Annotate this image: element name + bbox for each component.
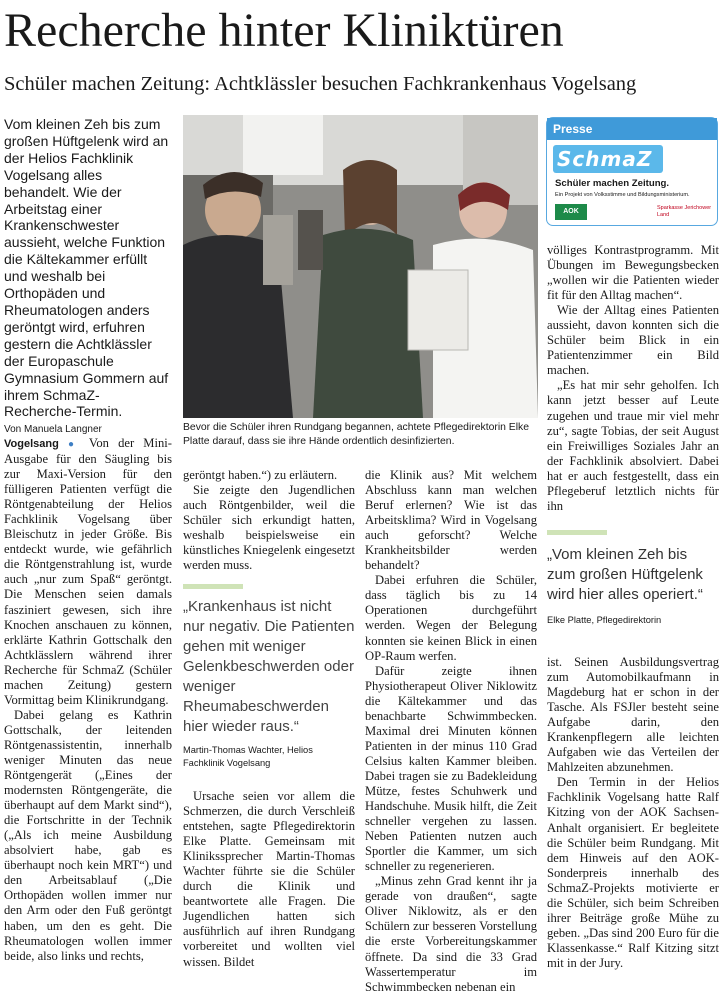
schmaz-logo bbox=[553, 145, 663, 173]
paragraph: Dabei erfuhren die Schüler, dass täglich bis zu 14 Operationen durchgeführt werden. Wegen der Belegung konnten sie keinen Blick in einen OP-Raum werfen. bbox=[365, 573, 537, 663]
pull-quote: „Vom kleinen Zeh bis zum großen Hüftgelenk wird hier alles operiert.“ bbox=[547, 546, 703, 603]
schmaz-subline: Ein Projekt von Volksstimme und Bildungsministerium. bbox=[555, 192, 690, 198]
article-column-4b bbox=[547, 655, 719, 971]
article-column-3 bbox=[365, 468, 537, 995]
presse-label: Presse bbox=[547, 118, 717, 140]
schmaz-tagline: Schüler machen Zeitung. bbox=[555, 178, 670, 189]
paragraph: Wie der Alltag eines Patienten aussieht, davon konnten sich die Schüler beim Blick in ein Patientenzimmer ein Bild machen. bbox=[547, 303, 719, 378]
headline: Recherche hinter Kliniktüren bbox=[4, 4, 564, 57]
photo-illustration bbox=[183, 115, 538, 418]
schmaz-logo-text: SchmaZ bbox=[557, 147, 653, 171]
article-photo bbox=[183, 115, 538, 418]
paragraph: Sie zeigte den Jugendlichen auch Röntgenbilder, weil die Schüler sich erkundigt hatten, weshalb beispielsweise ein künstliches Kniegelenk eingesetzt werden muss. bbox=[183, 483, 355, 573]
pull-quote-source: Martin-Thomas Wachter, Helios Fachklinik Vogelsang bbox=[183, 745, 313, 768]
lead-paragraph: Vom kleinen Zeh bis zum großen Hüftgelenk wird an der Helios Fachklinik Vogelsang alles behandelt. Wie der Arbeitstag einer Krankenschwester aussieht, welche Funktion die Kältekammer erfüllt und weshalb bei Orthopäden und Rheumatologen anders geröntgt wird, erfuhren gestern die Achtklässler der Europaschule Gymnasium Gommern auf ihrem SchmaZ-Recherche-Termin. bbox=[4, 116, 169, 420]
pull-quote: „Krankenhaus ist nicht nur negativ. Die Patienten gehen mit weniger Gelenkbeschwerden oder weniger Rheumabeschwerden hier wieder raus.“ bbox=[183, 598, 355, 735]
paragraph-text: Von der Mini-Ausgabe für den Säugling bis zur Maxi-Version für den fülligeren Patienten verfügt die Röntgenabteilung der Helios Fachklinik Vogelsang über Bleischutz in jeder Größe. Bis entdeckt wurde, wie gefährlich die Röntgenstrahlung ist, wurde auch „nur zum Spaß“ geröntgt. Die Menschen seien damals fasziniert gewesen, sich ihre Knochen anschauen zu können, erklärte Kathrin Gottschalk den Achtklässlern während ihrer Recherche für SchmaZ (Schüler machen Zeitung) gestern Vormittag beim Klinikrundgang. bbox=[4, 436, 172, 707]
paragraph: „Minus zehn Grad kennt ihr ja gerade von draußen“, sagte Oliver Niklowitz, als er den Schülern zur besseren Vorstellung die erste Vorbereitungskammer öffnete. Da sind die 33 Grad Wassertemperatur im Schwimmbecken nebenan ein bbox=[365, 874, 537, 994]
schmaz-box bbox=[546, 117, 718, 226]
dateline-place: Vogelsang bbox=[4, 438, 59, 450]
article-column-2a bbox=[183, 468, 355, 573]
article-column-2b bbox=[183, 789, 355, 970]
quote-divider bbox=[547, 530, 607, 535]
byline: Von Manuela Langner bbox=[4, 424, 102, 435]
paragraph: Dafür zeigte ihnen Physiotherapeut Oliver Niklowitz die Kältekammer und das benachbarte Schwimmbecken. Maximal drei Minuten können Patienten in der minus 110 Grad Celsius kalten Kammer bleiben. Dabei tragen sie zu Badekleidung Mütze, festes Schuhwerk und Handschuhe. Musik hilft, die Zeit schneller vergehen zu lassen. Neben Patienten nutzen auch Sportler die Kammer, um sich schneller zu regenerieren. bbox=[365, 663, 537, 874]
paragraph: geröntgt haben.“) zu erläutern. bbox=[183, 468, 338, 482]
bullet-icon: ● bbox=[67, 439, 80, 450]
aok-logo: AOK bbox=[555, 204, 587, 220]
paragraph: ist. Seinen Ausbildungsvertrag zum Automobilkaufmann in Magdeburg hat er schon in der Tasche. Als FSJler besteht seine Aufgabe darin, den Krankenpflegern alle leichten Aufgaben wie das Verteilen der Mahlzeiten abzunehmen. bbox=[547, 655, 719, 775]
subheadline: Schüler machen Zeitung: Achtklässler besuchen Fachkrankenhaus Vogelsang bbox=[4, 73, 637, 95]
paragraph: Ursache seien vor allem die Schmerzen, die durch Verschleiß entstehen, sagte Pflegedirektorin Elke Platte. Gemeinsam mit Klinikssprecher Martin-Thomas Wachter führte sie die Schüler durch die Klinik und beantwortete alle Fragen. Die Jugendlichen hatten sich ausführlich auf ihren Rundgang vorbereitet und wollten viel wissen. Bildet bbox=[183, 789, 355, 969]
article-column-1 bbox=[4, 423, 172, 964]
paragraph: völliges Kontrastprogramm. Mit Übungen im Bewegungsbecken „wollen wir die Patienten wieder fit für den Alltag machen“. bbox=[547, 243, 719, 303]
pull-quote-source: Elke Platte, Pflegedirektorin bbox=[547, 615, 662, 625]
paragraph bbox=[4, 436, 172, 708]
paragraph: „Es hat mir sehr geholfen. Ich kann jetzt besser auf Leute zugehen und traue mir viel mehr zu“, sagte Tobias, der seit August ein Freiwilliges Soziales Jahr an der Fachklinik absolviert. Dabei hat er auch festgestellt, dass ein Pflegeberuf letztlich nichts für ihn bbox=[547, 378, 719, 513]
article-column-4a bbox=[547, 243, 719, 514]
quote-divider bbox=[183, 584, 243, 589]
sparkasse-logo: Sparkasse Jerichower Land bbox=[657, 205, 712, 218]
photo-caption: Bevor die Schüler ihren Rundgang begannen, achtete Pflegedirektorin Elke Platte darauf, dass sie ihre Hände ordentlich desinfizierten. bbox=[183, 422, 530, 447]
paragraph: die Klinik aus? Mit welchem Abschluss kann man welchen Beruf erlernen? Wie ist das Arbeitsklima? Wird in Vogelsang auch geforscht? Welche Krankheitsbilder werden behandelt? bbox=[365, 468, 537, 573]
paragraph: Den Termin in der Helios Fachklinik Vogelsang hatte Ralf Kitzing von der AOK Sachsen-Anhalt organisiert. Er begleitete die Schüler beim Rundgang. Mit dem Hinweis auf den AOK-Sonderpreis innerhalb des SchmaZ-Projekts motivierte er die Schüler, sich beim Schreiben ihrer Beiträge große Mühe zu geben. „Das sind 200 Euro für die Klassenkasse.“ Ralf Kitzing sitzt mit in der Jury. bbox=[547, 775, 719, 970]
paragraph: Dabei gelang es Kathrin Gottschalk, der leitenden Röntgenassistentin, innerhalb weniger Minuten das neue Röntgengerät („Eines der modernsten Röntgengeräte, die überhaupt auf dem Markt sind“), die Fortschritte in der Technik („Als ich meine Ausbildung absolviert habe, gab es überhaupt noch kein MRT“) und den Arbeitsablauf („Die Orthopäden wollen immer nur den Arm oder den Fuß geröntgt haben, um den es geht. Die Rheumatologen wollen immer beide, also links und rechts, bbox=[4, 707, 172, 963]
